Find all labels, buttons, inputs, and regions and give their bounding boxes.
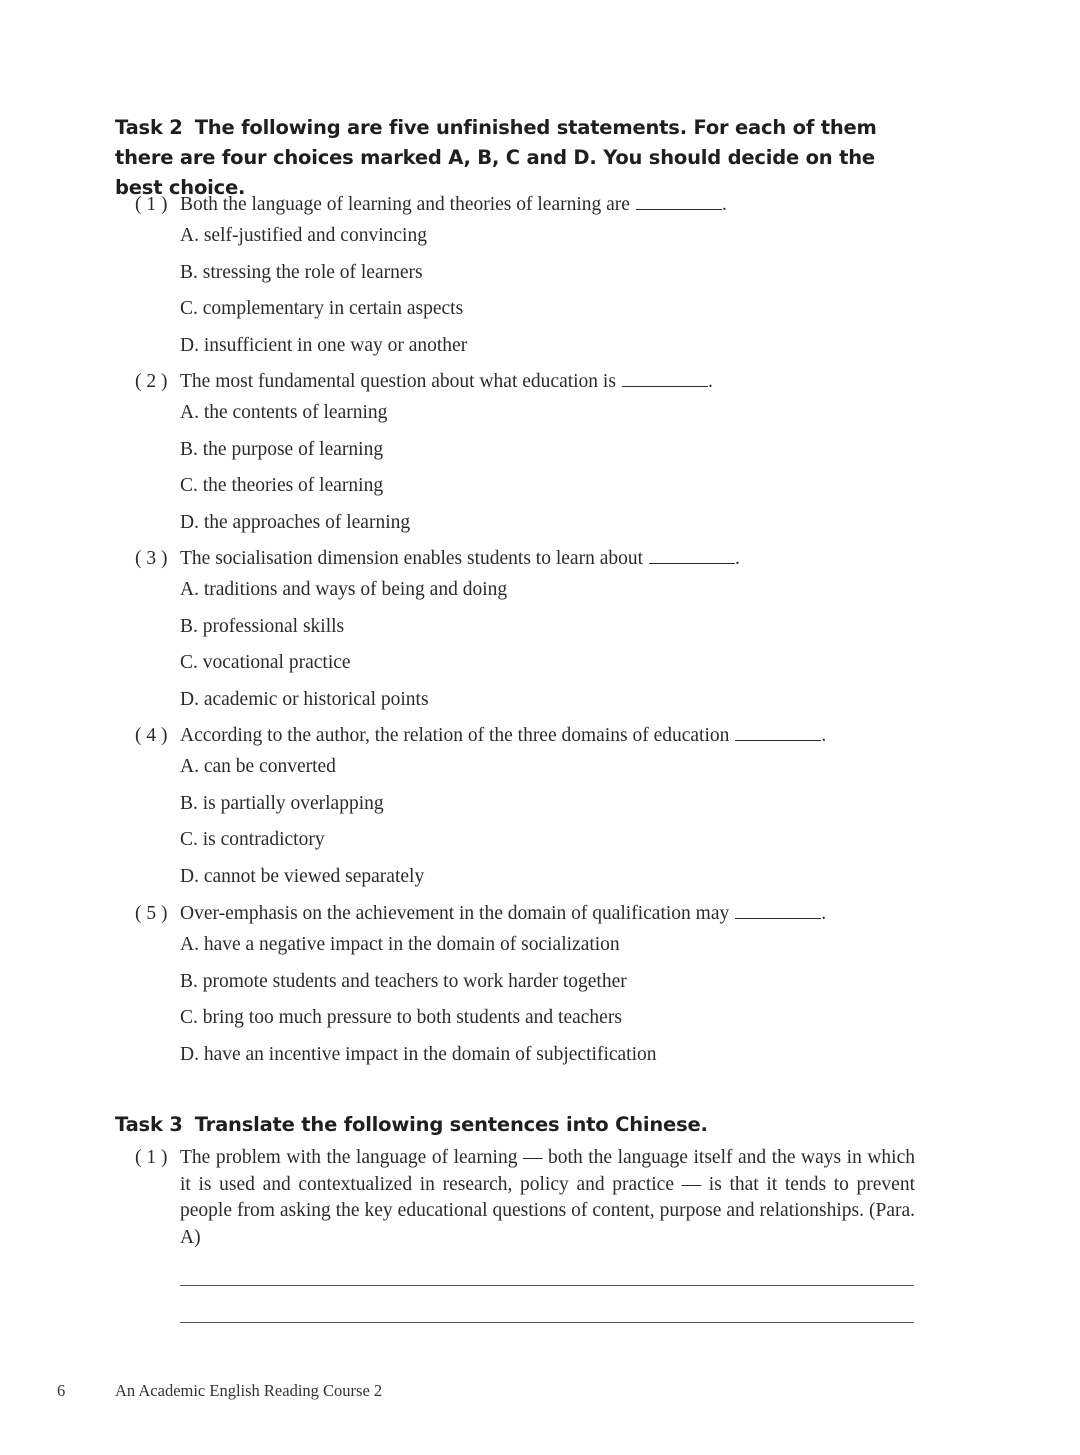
question-end: . [821,903,827,924]
option-d[interactable]: D. cannot be viewed separately [180,866,425,887]
option-a[interactable]: A. the contents of learning [180,402,388,423]
task2-label: Task 2 [115,116,183,139]
question-stem [180,901,826,927]
option-d[interactable]: D. academic or historical points [180,689,429,710]
translation-sentence: The problem with the language of learning — both the language itself and the ways in which it is used and contextualized in research, policy and practice — is that it tends to prevent people from asking the key educational questions of content, purpose and relationships. (Para. A) [180,1147,915,1248]
option-c[interactable]: C. is contradictory [180,829,325,850]
answer-blank[interactable] [735,901,821,919]
option-b[interactable]: B. promote students and teachers to work harder together [180,971,627,992]
option-a[interactable]: A. traditions and ways of being and doing [180,579,508,600]
question-stem [180,369,713,395]
question-stem-text: Over-emphasis on the achievement in the domain of qualification may [180,903,730,924]
question-end: . [721,194,727,215]
question-stem [180,192,727,218]
task2-instruction: The following are five unfinished statements. For each of them there are four choices marked A, B, C and D. You should decide on the best choice. [115,116,877,199]
task3-instruction: Translate the following sentences into Chinese. [194,1113,708,1136]
option-c[interactable]: C. the theories of learning [180,475,384,496]
translation-answer-line[interactable] [180,1322,914,1323]
task3-heading [115,1110,935,1140]
question-stem-text: The socialisation dimension enables students to learn about [180,548,644,569]
question-stem-text: Both the language of learning and theories of learning are [180,194,630,215]
question-stem [180,723,826,749]
question-number: ( 4 ) [135,725,168,746]
option-a[interactable]: A. have a negative impact in the domain of socialization [180,934,620,955]
answer-blank[interactable] [649,546,735,564]
translation-answer-line[interactable] [180,1285,914,1286]
option-c[interactable]: C. complementary in certain aspects [180,298,464,319]
question-end: . [735,548,740,569]
question-stem-text: The most fundamental question about what education is [180,371,616,392]
page-number: 6 [57,1381,66,1400]
option-b[interactable]: B. the purpose of learning [180,439,384,460]
option-b[interactable]: B. stressing the role of learners [180,262,423,283]
option-a[interactable]: A. self-justified and convincing [180,225,427,246]
task3-label: Task 3 [115,1113,183,1136]
task2-heading [115,113,925,203]
book-title: An Academic English Reading Course 2 [115,1381,383,1400]
option-a[interactable]: A. can be converted [180,756,336,777]
option-c[interactable]: C. vocational practice [180,652,351,673]
option-b[interactable]: B. is partially overlapping [180,793,384,814]
option-d[interactable]: D. the approaches of learning [180,512,411,533]
question-number: ( 2 ) [135,371,168,392]
question-end: . [821,725,827,746]
option-d[interactable]: D. have an incentive impact in the domain of subjectification [180,1044,657,1065]
question-number: ( 3 ) [135,548,168,569]
answer-blank[interactable] [636,192,722,210]
option-b[interactable]: B. professional skills [180,616,345,637]
translation-item-number: ( 1 ) [135,1147,168,1168]
answer-blank[interactable] [622,369,708,387]
option-c[interactable]: C. bring too much pressure to both students and teachers [180,1007,622,1028]
question-end: . [707,371,713,392]
answer-blank[interactable] [735,723,821,741]
question-stem [180,546,740,572]
option-d[interactable]: D. insufficient in one way or another [180,335,468,356]
question-stem-text: According to the author, the relation of the three domains of education [180,725,730,746]
question-number: ( 1 ) [135,194,168,215]
question-number: ( 5 ) [135,903,168,924]
